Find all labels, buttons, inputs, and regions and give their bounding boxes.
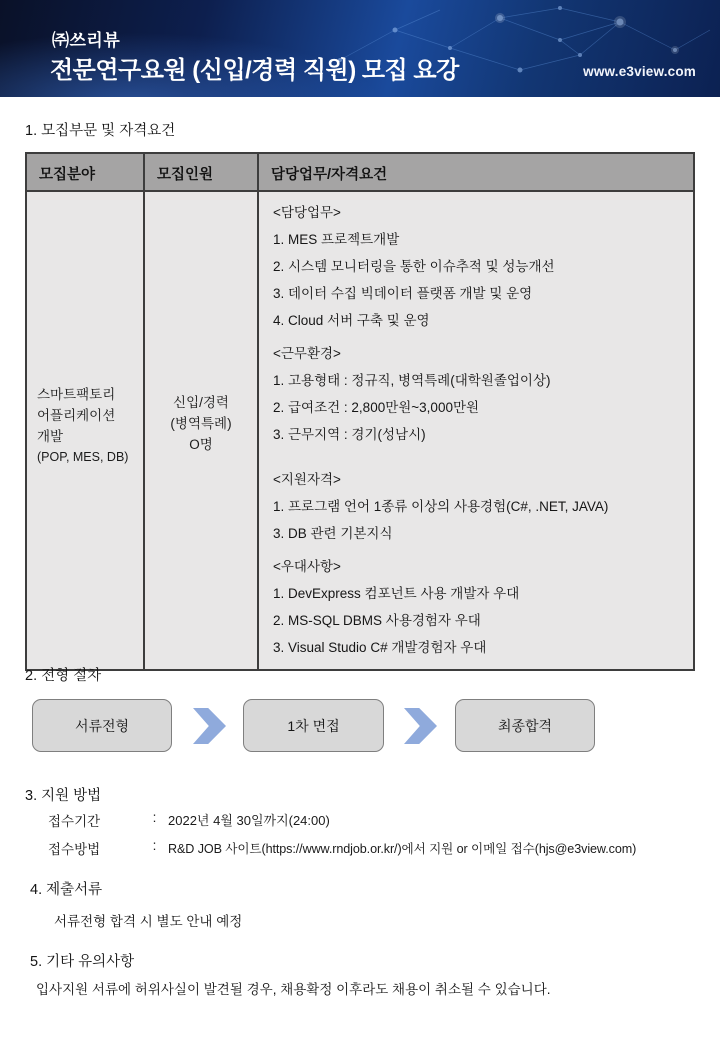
headcount-line: (병역특례) <box>170 416 232 431</box>
chevron-right-icon <box>193 708 226 744</box>
recruitment-table <box>25 152 695 671</box>
headcount-line: 신입/경력 <box>173 395 229 410</box>
list-item: 1. 고용형태 : 정규직, 병역특례(대학원졸업이상) <box>273 373 551 388</box>
list-item: 3. 근무지역 : 경기(성남시) <box>273 427 426 442</box>
cell-duties-qualifications <box>259 192 693 669</box>
section-3-heading: 3. 지원 방법 <box>25 788 102 804</box>
apply-period-row <box>48 810 330 830</box>
field-line: 개발 <box>37 428 64 444</box>
work-environment-group <box>273 340 687 448</box>
group-title: <담당업무> <box>273 205 341 220</box>
section-5-heading: 5. 기타 유의사항 <box>30 954 135 970</box>
field-line: 어플리케이션 <box>37 407 116 423</box>
list-item: 2. 급여조건 : 2,800만원~3,000만원 <box>273 400 480 415</box>
chevron-right-icon <box>404 708 437 744</box>
section-5-body: 입사지원 서류에 허위사실이 발견될 경우, 채용확정 이후라도 채용이 취소될 수 있습니다. <box>36 982 551 997</box>
list-item: 3. 데이터 수집 빅데이터 플랫폼 개발 및 운영 <box>273 286 533 301</box>
group-title: <근무환경> <box>273 346 341 361</box>
group-title: <지원자격> <box>273 472 341 487</box>
selection-process-flow <box>0 699 720 755</box>
apply-method-value: R&D JOB 사이트(https://www.rndjob.or.kr/)에서 지원 or 이메일 접수(hjs@e3view.com) <box>168 842 637 856</box>
field-line: 스마트팩토리 <box>37 386 116 402</box>
duties-group <box>273 199 687 334</box>
table-header-row <box>27 154 693 192</box>
apply-period-value: 2022년 4월 30일까지(24:00) <box>168 813 330 828</box>
website-url: www.e3view.com <box>583 64 696 79</box>
company-name: ㈜쓰리뷰 <box>52 31 121 50</box>
process-step-document-screening: 서류전형 <box>32 699 172 752</box>
colon-separator: : <box>152 810 157 825</box>
column-header-duties: 담당업무/자격요건 <box>271 167 388 183</box>
apply-method-row <box>48 838 636 858</box>
group-title: <우대사항> <box>273 559 341 574</box>
colon-separator: : <box>152 838 157 853</box>
process-step-first-interview: 1차 면접 <box>243 699 384 752</box>
section-4-body: 서류전형 합격 시 별도 안내 예정 <box>54 914 243 929</box>
cell-recruit-field <box>27 192 145 669</box>
process-step-final-pass: 최종합격 <box>455 699 595 752</box>
list-item: 2. 시스템 모니터링을 통한 이슈추적 및 성능개선 <box>273 259 555 274</box>
field-line-sub: (POP, MES, DB) <box>37 449 129 464</box>
list-item: 3. DB 관련 기본지식 <box>273 526 393 541</box>
apply-method-label: 접수방법 <box>48 842 101 857</box>
preferred-group <box>273 553 687 661</box>
list-item: 4. Cloud 서버 구축 및 운영 <box>273 313 430 328</box>
column-header-headcount: 모집인원 <box>145 154 259 190</box>
apply-period-label: 접수기간 <box>48 814 101 829</box>
list-item: 3. Visual Studio C# 개발경험자 우대 <box>273 640 487 655</box>
section-4-heading: 4. 제출서류 <box>30 882 103 898</box>
section-1-heading: 1. 모집부문 및 자격요건 <box>25 123 176 139</box>
section-2-heading: 2. 전형 절차 <box>25 668 102 684</box>
list-item: 1. DevExpress 컴포넌트 사용 개발자 우대 <box>273 586 520 601</box>
cell-headcount <box>145 192 259 669</box>
list-item: 1. MES 프로젝트개발 <box>273 232 400 247</box>
column-header-field: 모집분야 <box>27 154 145 190</box>
header-banner <box>0 0 720 97</box>
headcount-line: O명 <box>189 437 213 452</box>
page-title: 전문연구요원 (신입/경력 직원) 모집 요강 <box>50 57 459 84</box>
qualification-group <box>273 466 687 547</box>
table-row <box>27 192 693 669</box>
list-item: 2. MS-SQL DBMS 사용경험자 우대 <box>273 613 481 628</box>
list-item: 1. 프로그램 언어 1종류 이상의 사용경험(C#, .NET, JAVA) <box>273 499 609 514</box>
